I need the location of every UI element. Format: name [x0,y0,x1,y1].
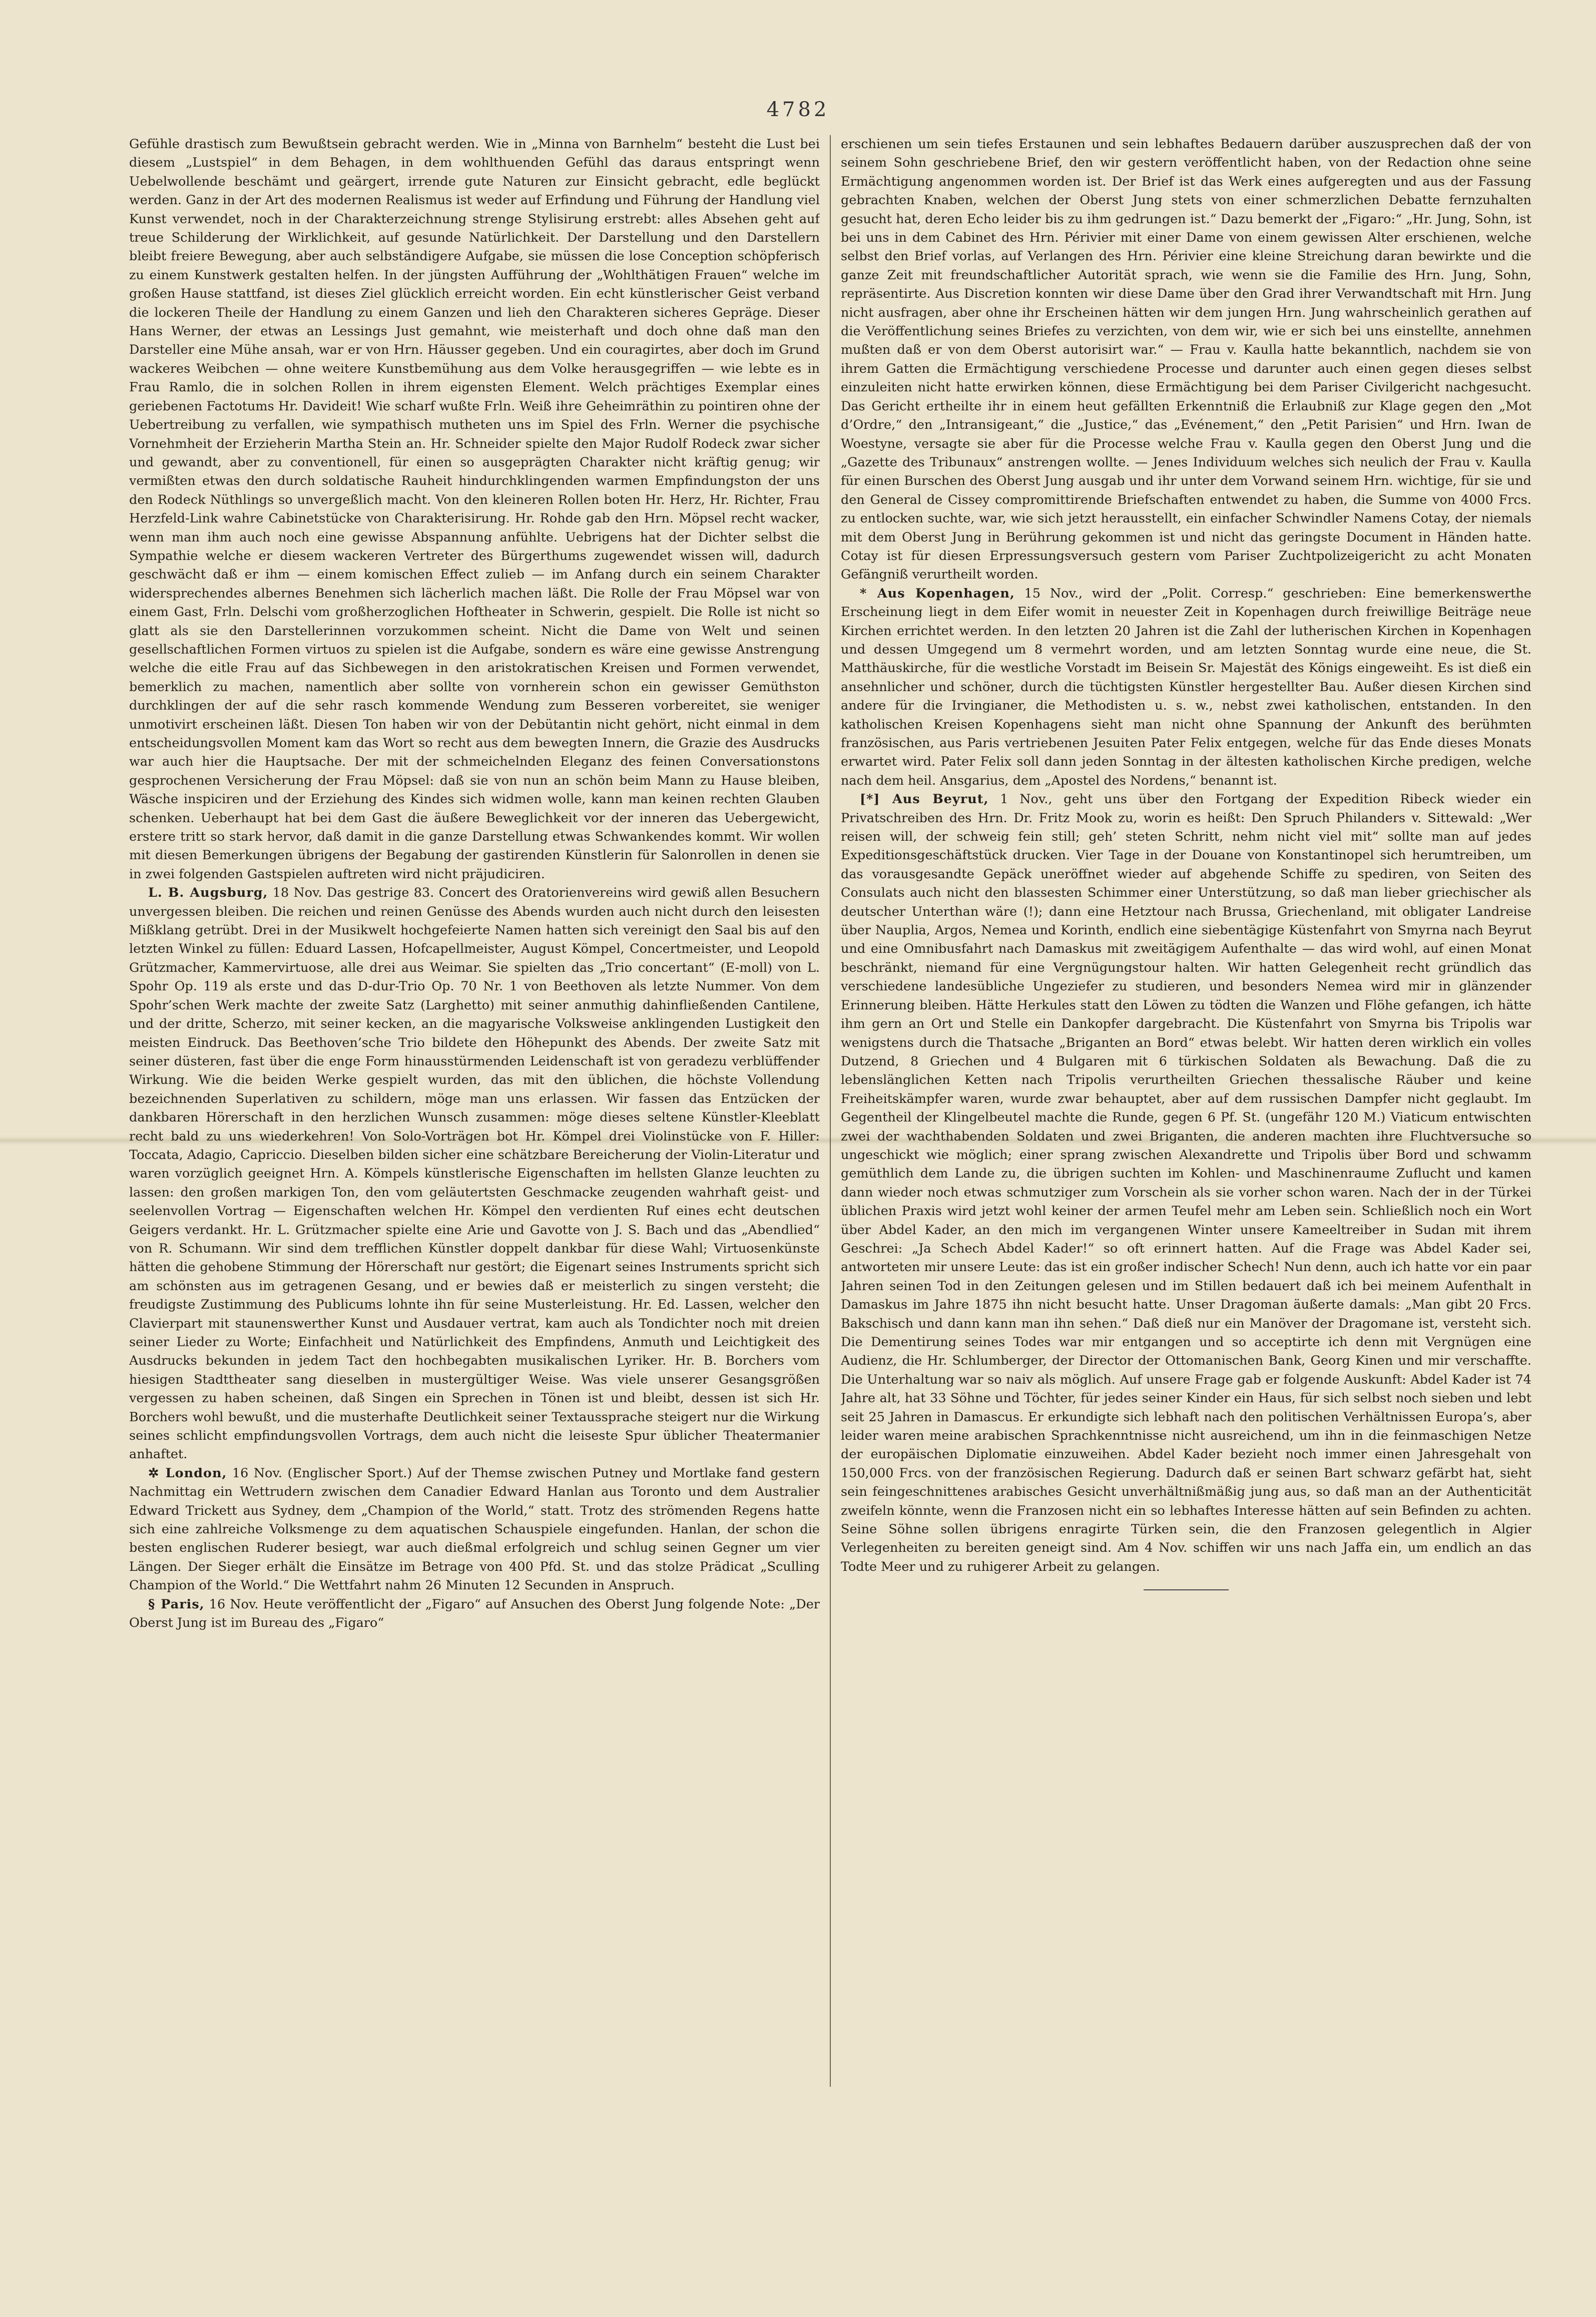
augsburg-text: 18 Nov. Das gestrige 83. Concert des Oratorienvereins wird gewiß allen Besuchern unvergessen bleiben. Die reichen und reinen Genüsse des Abends wurden auch nicht durch den leisesten Mißklang getrübt. Drei in der Musikwelt hochgefeierte Namen hatten sich vereinigt den Saal bis auf den letzten Winkel zu füllen: Eduard Lassen, Hofcapellmeister, August Kömpel, Concertmeister, und Leopold Grützmacher, Kammervirtuose, alle drei aus Weimar. Sie spielten das „Trio concertant“ (E-moll) von L. Spohr Op. 119 als erste und das D-dur-Trio Op. 70 Nr. 1 von Beethoven als letzte Nummer. Von dem Spohr’schen Werk machte der zweite Satz (Larghetto) mit seiner anmuthig dahinfließenden Cantilene, und der dritte, Scherzo, mit seiner kecken, an die magyarische Volksweise anklingenden Lustigkeit den meisten Eindruck. Das Beethoven’sche Trio bildete den Höhepunkt des Abends. Der zweite Satz mit seiner düsteren, fast über die enge Form hinausstürmenden Leidenschaft ist von geradezu verblüffender Wirkung. Wie die beiden Werke gespielt wurden, das mit den üblichen, die höchste Vollendung bezeichnenden Superlativen zu schildern, möge man uns erlassen. Wir fassen das Entzücken der dankbaren Hörerschaft in den herzlichen Wunsch zusammen: möge dieses seltene Künstler-Kleeblatt recht bald zu uns wiederkehren! Von Solo-Vorträgen bot Hr. Kömpel drei Violinstücke von F. Hiller: Toccata, Adagio, Capriccio. Dieselben bilden sicher eine schätzbare Bereicherung der Violin-Literatur und waren vorzüglich geeignet Hrn. A. Kömpels künstlerische Eigenschaften im hellsten Glanze leuchten zu lassen: den großen markigen Ton, den vom geläutertsten Geschmacke zeugenden wahrhaft geist- und seelenvollen Vortrag — Eigenschaften welchen Hr. Kömpel den verdienten Ruf eines echt deutschen Geigers verdankt. Hr. L. Grützmacher spielte eine Arie und Gavotte von J. S. Bach und das „Abendlied“ von R. Schumann. Wir sind dem trefflichen Künstler doppelt dankbar für diese Wahl; Virtuosenkünste hätten die gehobene Stimmung der Hörerschaft nur gestört; die Eigenart seines Instruments spricht sich am schönsten aus im getragenen Gesang, und er bewies daß er meisterlich zu singen versteht; die freudigste Zustimmung des Publicums lohnte ihn für seine Musterleistung. Hr. Ed. Lassen, welcher den Clavierpart mit staunenswerther Kunst und Ausdauer vertrat, kam auch als Tondichter noch mit dreien seiner Lieder zu Worte; Einfachheit und Natürlichkeit des Empfindens, Anmuth und Leichtigkeit des Ausdrucks bekunden in jedem Tact den hochbegabten musikalischen Lyriker. Hr. B. Borchers vom hiesigen Stadttheater sang dieselben in mustergültiger Weise. Was viele unserer Gesangsgrößen vergessen zu haben scheinen, daß Singen ein Sprechen in Tönen ist und bleibt, dessen ist sich Hr. Borchers wohl bewußt, und die musterhafte Deutlichkeit seiner Textaussprache steigert nur die Wirkung seines schlicht empfindungsvollen Vortrags, dem auch nicht die leiseste Spur üblicher Theatermanier anhaftet. [129,885,820,1462]
paris-dateline: § Paris, [148,1596,205,1612]
london-article [129,1464,820,1595]
beyrut-text: 1 Nov., geht uns über den Fortgang der Expedition Ribeck wieder ein Privatschreiben des Hrn. Dr. Fritz Mook zu, worin es heißt: Den Spruch Philanders v. Sittewald: „Wer reisen will, der schweig fein still; geh’ steten Schritt, nehm nicht viel mit“ sollte man auf jedes Expeditionsgeschäftstück drucken. Vier Tage in der Douane von Konstantinopel sich herumtreiben, um das vorausgesandte Gepäck uneröffnet wieder auf abgehende Schiffe zu spediren, von Seiten des Consulats auch nicht den blassesten Schimmer einer Unterstützung, so daß man lieber griechischer als deutscher Unterthan wäre (!); dann eine Hetztour nach Brussa, Griechenland, mit obligater Landreise über Nauplia, Argos, Nemea und Korinth, endlich eine siebentägige Küstenfahrt von Smyrna nach Beyrut und eine Omnibusfahrt nach Damaskus mit zweitägigem Aufenthalte — das wird wohl, auf einen Monat beschränkt, niemand für eine Vergnügungstour halten. Wir hatten Gelegenheit recht gründlich das verschiedene landesübliche Ungeziefer zu studieren, und besonders Nemea wird mir in glänzender Erinnerung bleiben. Hätte Herkules statt den Löwen zu tödten die Wanzen und Flöhe gefangen, ich hätte ihm gern an Ort und Stelle ein Dankopfer dargebracht. Die Küstenfahrt von Smyrna bis Tripolis war wenigstens durch die Thatsache „Briganten an Bord“ etwas belebt. Wir hatten deren wirklich ein volles Dutzend, 8 Griechen und 4 Bulgaren mit 6 türkischen Soldaten als Bewachung. Daß die zu lebenslänglichen Ketten nach Tripolis verurtheilten Griechen thessalische Räuber und keine Freiheitskämpfer waren, wurde zwar behauptet, aber auf dem russischen Dampfer nicht geglaubt. Im Gegentheil der Klingelbeutel machte die Runde, gegen 6 Pf. St. (ungefähr 120 M.) Viaticum entwischten zwei der wachthabenden Soldaten und zwei Briganten, die anderen machten ihre Fluchtversuche so ungeschickt wie möglich; einer sprang zwischen Alexandrette und Tripolis über Bord und schwamm gemüthlich dem Lande zu, die übrigen suchten im Kohlen- und Maschinenraume Zuflucht und kamen dann wieder noch etwas schmutziger zum Vorschein als sie vorher schon waren. Nach der in der Türkei üblichen Praxis wird jetzt wohl keiner der armen Teufel mehr am Leben sein. Schließlich noch ein Wort über Abdel Kader, an den mich im vergangenen Winter unsere Kameeltreiber in Sudan mit ihrem Geschrei: „Ja Schech Abdel Kader!“ so oft erinnert hatten. Auf die Frage was Abdel Kader sei, antworteten mir unsere Leute: das ist ein großer indischer Schech! Nun denn, auch ich hatte vor ein paar Jahren seinen Tod in den Zeitungen gelesen und im Stillen bedauert daß ich bei meinem Aufenthalt in Damaskus im Jahre 1875 ihn nicht besucht hatte. Unser Dragoman äußerte damals: „Man gibt 20 Frcs. Bakschisch und dann kann man ihn sehen.“ Daß dieß nur ein Manöver der Dragomane ist, versteht sich. Die Dementirung seines Todes war mir entgangen und so acceptirte ich denn mit Vergnügen eine Audienz, die Hr. Schlumberger, der Director der Ottomanischen Bank, Georg Kinen und mir verschaffte. Die Unterhaltung war so naiv als möglich. Auf unsere Frage gab er folgende Auskunft: Abdel Kader ist 74 Jahre alt, hat 33 Söhne und Töchter, für jedes seiner Kinder ein Haus, für sich selbst noch sieben und lebt seit 25 Jahren in Damascus. Er erkundigte sich lebhaft nach den politischen Verhältnissen Europa’s, aber leider waren meine arabischen Sprachkenntnisse nicht ausreichend, um ihn in die feinmaschigen Netze der europäischen Diplomatie einzuweihen. Abdel Kader bezieht noch immer einen Jahresgehalt von 150,000 Frcs. von der französischen Regierung. Dadurch daß er seinen Bart schwarz gefärbt hat, sieht sein feingeschnittenes arabisches Gesicht unverhältnißmäßig jung aus, so daß man an der Authenticität zweifeln könnte, wenn die Franzosen nicht ein so lebhaftes Interesse hätten auf sein Befinden zu achten. Seine Söhne sollen übrigens enragirte Türken sein, die den Franzosen gelegentlich in Algier Verlegenheiten zu bereiten geneigt sind. Am 4 Nov. schiffen wir uns nach Jaffa ein, um endlich an das Todte Meer und zu ruhigerer Arbeit zu gelangen. [841,792,1531,1574]
beyrut-dateline: [*] Aus Beyrut, [860,792,989,807]
paris-continuation: erschienen um sein tiefes Erstaunen und sein lebhaftes Bedauern darüber auszusprechen daß der von seinem Sohn geschriebene Brief, den wir gestern veröffentlicht haben, von der Redaction ohne seine Ermächtigung angenommen worden ist. Der Brief ist das Werk eines aufgeregten und aus der Fassung gebrachten Knaben, welchen der Oberst Jung stets von einer schmerzlichen Debatte fernzuhalten gesucht hat, deren Echo leider bis zu ihm gedrungen ist.“ Dazu bemerkt der „Figaro:“ „Hr. Jung, Sohn, ist bei uns in dem Cabinet des Hrn. Périvier mit einer Dame von einem gewissen Alter erschienen, welche selbst den Brief vorlas, auf Verlangen des Hrn. Périvier eine kleine Streichung daran bewirkte und die ganze Zeit mit freundschaftlicher Autorität sprach, wie wenn sie die Familie des Hrn. Jung, Sohn, repräsentirte. Aus Discretion konnten wir diese Dame über den Grad ihrer Verwandtschaft mit Hrn. Jung nicht ausfragen, aber ohne ihr Erscheinen hätten wir dem jungen Hrn. Jung wahrscheinlich gerathen auf die Veröffentlichung seines Briefes zu verzichten, von dem wir, wie er sich bei uns einstellte, annehmen mußten daß er von dem Oberst autorisirt war.“ — Frau v. Kaulla hatte bekanntlich, nachdem sie von ihrem Gatten die Ermächtigung verschiedene Processe und darunter auch einen gegen dieses selbst einzuleiten nicht hatte erwirken können, diese Ermächtigung bei dem Pariser Civilgericht nachgesucht. Das Gericht ertheilte ihr in einem heut gefällten Erkenntniß die Erlaubniß zur Klage gegen den „Mot d’Ordre,“ den „Intransigeant,“ die „Justice,“ das „Evénement,“ den „Petit Parisien“ und Hrn. Iwan de Woestyne, versagte sie aber für die Processe welche Frau v. Kaulla gegen den Oberst Jung und die „Gazette des Tribunaux“ anstrengen wollte. — Jenes Individuum welches sich neulich der Frau v. Kaulla für einen Burschen des Oberst Jung ausgab und ihr unter dem Vorwand seinem Hrn. wichtige, für sie und den General de Cissey compromittirende Briefschaften entwendet zu haben, die Summe von 4000 Frcs. zu entlocken suchte, war, wie sich jetzt herausstellt, ein einfacher Schwindler Namens Cotay, der niemals mit dem Oberst Jung in Berührung gekommen ist und nicht das geringste Document in Händen hatte. Cotay ist für diesen Erpressungsversuch gestern vom Pariser Zuchtpolizeigericht zu acht Monaten Gefängniß verurtheilt worden. [841,137,1531,583]
augsburg-article [129,884,820,1464]
london-dateline: ✲ London, [148,1465,227,1481]
paris-text: 16 Nov. Heute veröffentlicht der „Figaro“ auf Ansuchen des Oberst Jung folgende Note: „Der Oberst Jung ist im Bureau des „Figaro“ [129,1596,820,1631]
left-column [129,135,820,2157]
page-number: 4782 [766,98,830,121]
end-rule [1144,1589,1229,1590]
london-text: 16 Nov. (Englischer Sport.) Auf der Themse zwischen Putney und Mortlake fand gestern Nachmittag ein Wettrudern zwischen dem Canadier Edward Hanlan aus Toronto und dem Australier Edward Trickett aus Sydney, dem „Champion of the World,“ statt. Trotz des strömenden Regens hatte sich eine zahlreiche Volksmenge zu dem aquatischen Schauspiele eingefunden. Hanlan, der schon die besten englischen Ruderer besiegt, war auch dießmal erfolgreich und schlug seinen Gegner um vier Längen. Der Sieger erhält die Einsätze im Betrage von 400 Pfd. St. und das stolze Prädicat „Sculling Champion of the World.“ Die Wettfahrt nahm 26 Minuten 12 Secunden in Anspruch. [129,1465,820,1593]
right-column [841,135,1531,2157]
augsburg-dateline: L. B. Augsburg, [148,885,268,901]
paris-article [129,1595,820,1633]
beyrut-article [841,790,1531,1576]
column-divider [830,135,831,2087]
theater-review-paragraph: Gefühle drastisch zum Bewußtsein gebracht werden. Wie in „Minna von Barnhelm“ besteht die Lust bei diesem „Lustspiel“ in dem Behagen, in dem wohlthuenden Gefühl das daraus entspringt wenn Uebelwollende beschämt und geärgert, irrende gute Naturen zur Einsicht gebracht, edle beglückt werden. Ganz in der Art des modernen Realismus ist weder auf Erfindung und Führung der Handlung viel Kunst verwendet, noch in der Charakterzeichnung strenge Stylisirung erstrebt: alles Absehen geht auf treue Schilderung der Wirklichkeit, auf gesunde Natürlichkeit. Der Darstellung und den Darstellern bleibt freiere Bewegung, aber auch selbständigere Aufgabe, sie müssen die lose Conception schöpferisch zu einem Kunstwerk gestalten helfen. In der jüngsten Aufführung der „Wohlthätigen Frauen“ welche im großen Hause stattfand, ist dieses Ziel glücklich erreicht worden. Ein echt künstlerischer Geist verband die lockeren Theile der Handlung zu einem Ganzen und lieh den Charakteren sicheres Gepräge. Dieser Hans Werner, der etwas an Lessings Just gemahnt, wie meisterhaft und doch ohne daß man den Darsteller eine Mühe ansah, war er von Hrn. Häusser gegeben. Und ein couragirtes, aber doch im Grund wackeres Weibchen — ohne weitere Kunstbemühung aus dem Volke herausgegriffen — wie lebte es in Frau Ramlo, die in solchen Rollen in ihrem eigensten Element. Welch prächtiges Exemplar eines geriebenen Factotums Hr. Davideit! Wie scharf wußte Frln. Weiß ihre Geheimräthin zu pointiren ohne der Uebertreibung zu verfallen, wie sympathisch mutheten uns im Spiel des Frln. Werner die psychische Vornehmheit der Erzieherin Martha Stein an. Hr. Schneider spielte den Major Rudolf Rodeck zwar sicher und gewandt, aber zu conventionell, für einen so ausgeprägten Charakter nicht kräftig genug; wir vermißten etwas den durch soldatische Rauheit hindurchklingenden warmen Empfindungston der uns den Rodeck Nüthlings so unvergeßlich macht. Von den kleineren Rollen boten Hr. Herz, Hr. Richter, Frau Herzfeld-Link wahre Cabinetstücke von Charakterisirung. Hr. Rohde gab den Hrn. Möpsel recht wacker, wenn man ihm auch noch eine gewisse Abspannung anfühlte. Uebrigens hat der Dichter selbst die Sympathie welche er diesem wackeren Vertreter des Bürgerthums zugewendet wissen will, dadurch geschwächt daß er ihm — einem komischen Effect zulieb — im Anfang durch ein seinem Charakter widersprechendes albernes Benehmen sich lächerlich machen läßt. Die Rolle der Frau Möpsel war von einem Gast, Frln. Delschi vom großherzoglichen Hoftheater in Schwerin, gespielt. Die Rolle ist nicht so glatt als sie den Darstellerinnen vorzukommen scheint. Nicht die Dame von Welt und seinen gesellschaftlichen Formen virtuos zu spielen ist die Aufgabe, sondern es wäre eine gewisse Anstrengung welche die eitle Frau auf das Sichbewegen in den aristokratischen Kreisen und Formen verwendet, bemerklich zu machen, namentlich aber sollte von vornherein schon ein gewisser Gemüthston durchklingen der auf die sehr rasch kommende Wendung zum Besseren vorbereitet, sie weniger unmotivirt erscheinen läßt. Diesen Ton haben wir von der Debütantin nicht gehört, nicht einmal in dem entscheidungsvollen Moment kam das Wort so recht aus dem bewegten Innern, die Grazie des Ausdrucks war auch hier die Hauptsache. Der mit der schmeichelnden Eleganz des feinen Conversationstons gesprochenen Versicherung der Frau Möpsel: daß sie von nun an schön beim Mann zu Hause bleiben, Wäsche inspiciren und der Erziehung des Kindes sich widmen wolle, kann man keinen rechten Glauben schenken. Ueberhaupt hat bei dem Gast die äußere Beweglichkeit vor der inneren das Uebergewicht, erstere tritt so stark hervor, daß damit in die ganze Darstellung etwas Schwankendes kommt. Wir wollen mit diesen Bemerkungen übrigens der Begabung der gastirenden Künstlerin für Salonrollen in denen sie in zwei folgenden Gastspielen auftreten wird nicht präjudiciren. [129,137,820,882]
kopenhagen-text: 15 Nov., wird der „Polit. Corresp.“ geschrieben: Eine bemerkenswerthe Erscheinung liegt in dem Eifer womit in neuester Zeit in Kopenhagen durch freiwillige Beiträge neue Kirchen errichtet werden. In den letzten 20 Jahren ist die Zahl der lutherischen Kirchen in Kopenhagen und dessen Umgegend um 8 vermehrt worden, und am letzten Sonntag wurde eine neue, die St. Matthäuskirche, für die westliche Vorstadt im Beisein Sr. Majestät des Königs eingeweiht. Es ist dieß ein ansehnlicher und schöner, durch die tüchtigsten Künstler hergestellter Bau. Außer diesen Kirchen sind andere für die Irvingianer, die Methodisten u. s. w., nebst zwei katholischen, entstanden. In den katholischen Kreisen Kopenhagens sieht man nicht ohne Spannung der Ankunft des berühmten französischen, aus Paris vertriebenen Jesuiten Pater Felix entgegen, welche für das Ende dieses Monats erwartet wird. Pater Felix soll dann jeden Sonntag in der ältesten katholischen Kirche predigen, welche nach dem heil. Ansgarius, dem „Apostel des Nordens,“ benannt ist. [841,586,1531,788]
kopenhagen-dateline: * Aus Kopenhagen, [860,586,1015,601]
kopenhagen-article [841,585,1531,790]
